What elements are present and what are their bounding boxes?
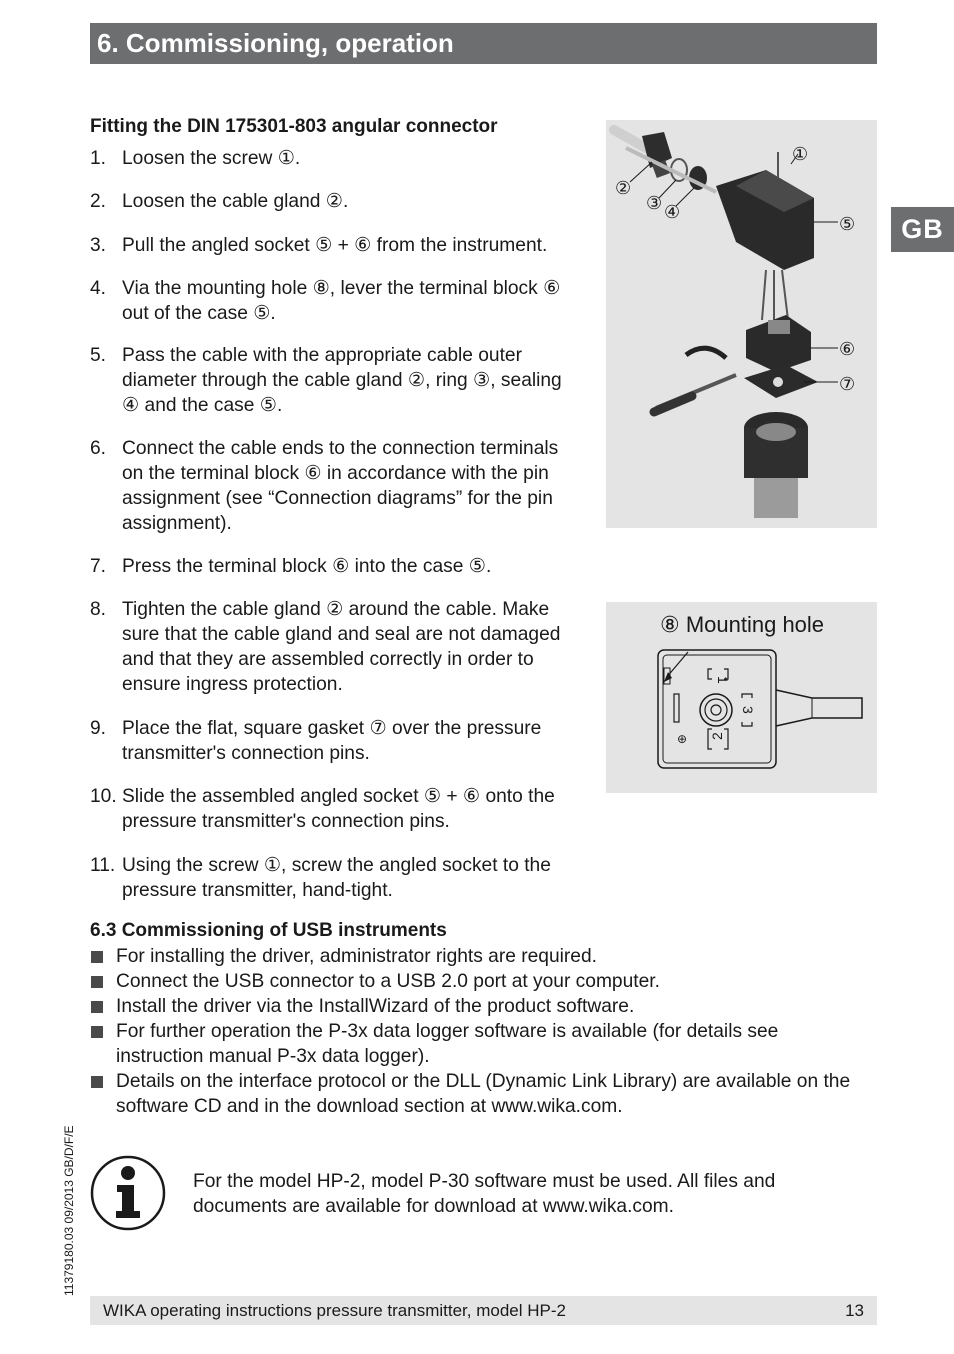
page-title: 6. Commissioning, operation xyxy=(97,28,454,58)
language-tab: GB xyxy=(891,207,954,252)
callout-7: ⑦ xyxy=(839,374,856,394)
step-text: Loosen the screw ①. xyxy=(122,148,301,169)
bullet-text: For further operation the P-3x data logger software is available (for details see instruction manual P-3x data logger). xyxy=(116,1021,779,1067)
step-text: Pull the angled socket ⑤ + ⑥ from the instrument. xyxy=(122,235,548,256)
list-item xyxy=(90,436,580,536)
ground-symbol: ⊕ xyxy=(677,732,688,746)
step-number: 11. xyxy=(90,855,116,876)
square-bullet-icon xyxy=(91,1026,103,1038)
list-item xyxy=(90,597,580,697)
bullet-text: Install the driver via the InstallWizard of the product software. xyxy=(116,996,635,1017)
step-text: Pass the cable with the appropriate cable outer diameter through the cable gland ②, ring ③, sealing ④ and the case ⑤. xyxy=(122,345,562,416)
step-text: Loosen the cable gland ②. xyxy=(122,191,349,212)
step-text: Via the mounting hole ⑧, lever the terminal block ⑥ out of the case ⑤. xyxy=(122,278,561,324)
list-item xyxy=(90,1019,870,1069)
step-number: 10. xyxy=(90,786,117,807)
bullet-text: Connect the USB connector to a USB 2.0 port at your computer. xyxy=(116,971,660,992)
list-item xyxy=(90,343,580,418)
step-text: Slide the assembled angled socket ⑤ + ⑥ onto the pressure transmitter's connection pins. xyxy=(122,786,555,832)
usb-bullet-list xyxy=(90,944,870,1119)
list-item xyxy=(90,969,870,994)
callout-3: ③ xyxy=(646,193,663,213)
step-text: Connect the cable ends to the connection terminals on the terminal block ⑥ in accordance with the pin assignment (see “Connection diagrams” for the pin assignment). xyxy=(122,438,559,534)
step-number: 6. xyxy=(90,438,107,459)
callout-1: ① xyxy=(792,144,809,164)
info-note-text: For the model HP-2, model P-30 software must be used. All files and documents are available for download at www.wika.com. xyxy=(193,1171,776,1217)
list-item xyxy=(90,554,580,579)
step-number: 8. xyxy=(90,599,107,620)
list-item xyxy=(90,233,580,258)
step-number: 5. xyxy=(90,345,107,366)
step-number: 4. xyxy=(90,278,107,299)
square-bullet-icon xyxy=(91,951,103,963)
list-item xyxy=(90,853,580,903)
exploded-connector-drawing xyxy=(606,120,877,528)
bullet-text: Details on the interface protocol or the DLL (Dynamic Link Library) are available on the software CD and in the download section at www.wika.com. xyxy=(116,1071,851,1117)
square-bullet-icon xyxy=(91,1001,103,1013)
terminal-label-1: 1 xyxy=(715,676,731,684)
step-text: Using the screw ①, screw the angled socket to the pressure transmitter, hand-tight. xyxy=(122,855,551,901)
list-item xyxy=(90,1069,870,1119)
list-item xyxy=(90,944,870,969)
list-item xyxy=(90,994,870,1019)
list-item xyxy=(90,146,580,171)
list-item xyxy=(90,276,580,326)
callout-6: ⑥ xyxy=(839,339,856,359)
step-number: 2. xyxy=(90,191,107,212)
step-text: Place the flat, square gasket ⑦ over the pressure transmitter's connection pins. xyxy=(122,718,542,764)
info-icon xyxy=(90,1155,166,1231)
page-footer xyxy=(90,1296,877,1325)
list-item xyxy=(90,716,580,766)
document-code: 11379180.03 09/2013 GB/D/F/E xyxy=(62,1125,76,1296)
bullet-text: For installing the driver, administrator rights are required. xyxy=(116,946,597,967)
step-number: 1. xyxy=(90,148,107,169)
square-bullet-icon xyxy=(91,976,103,988)
step-number: 9. xyxy=(90,718,107,739)
page-number: 13 xyxy=(845,1301,864,1320)
socket-face-drawing xyxy=(606,602,877,793)
exploded-connector-figure xyxy=(606,120,877,528)
list-item xyxy=(90,189,580,214)
connector-section-heading: Fitting the DIN 175301-803 angular connector xyxy=(90,116,498,137)
step-number: 7. xyxy=(90,556,107,577)
footer-text: WIKA operating instructions pressure transmitter, model HP-2 xyxy=(103,1301,566,1320)
square-bullet-icon xyxy=(91,1076,103,1088)
figure-caption: ⑧ Mounting hole xyxy=(660,612,825,637)
mounting-hole-figure xyxy=(606,602,877,793)
callout-2: ② xyxy=(615,178,632,198)
step-text: Tighten the cable gland ② around the cable. Make sure that the cable gland and seal are not damaged and that they are assembled correctly in order to ensure ingress protection. xyxy=(122,599,561,695)
callout-5: ⑤ xyxy=(839,214,856,234)
step-number: 3. xyxy=(90,235,107,256)
terminal-label-2: 2 xyxy=(709,732,725,740)
page-header xyxy=(90,23,877,64)
list-item xyxy=(90,784,580,834)
terminal-label-3: 3 xyxy=(740,706,756,714)
step-text: Press the terminal block ⑥ into the case ⑤. xyxy=(122,556,492,577)
callout-4: ④ xyxy=(664,202,681,222)
usb-section-heading: 6.3 Commissioning of USB instruments xyxy=(90,920,447,941)
